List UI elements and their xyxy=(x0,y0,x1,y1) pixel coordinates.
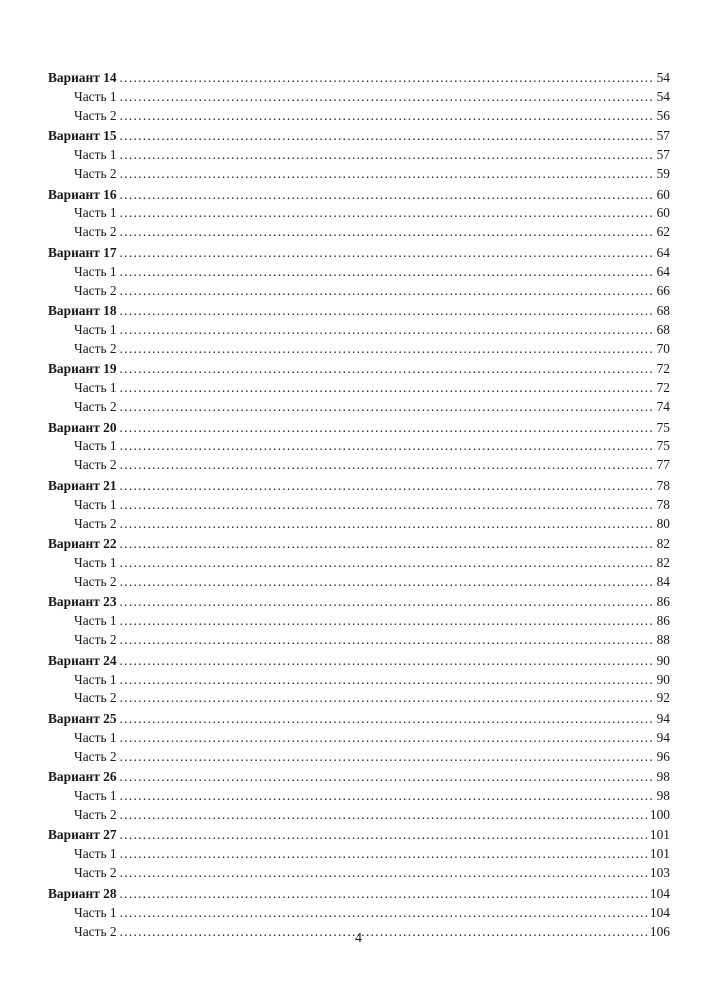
toc-entry-title: Часть 2 xyxy=(74,107,117,123)
toc-entry-title: Часть 2 xyxy=(74,166,117,182)
dot-leader xyxy=(120,127,654,146)
toc-entry-part[interactable] xyxy=(48,204,670,223)
toc-group xyxy=(48,535,670,592)
toc-entry-title: Вариант 24 xyxy=(48,652,117,668)
toc-entry-page: 80 xyxy=(656,515,670,531)
dot-leader xyxy=(120,88,654,107)
toc-entry-title: Часть 2 xyxy=(74,923,117,939)
toc-entry-title: Часть 1 xyxy=(74,729,117,745)
dot-leader xyxy=(120,204,654,223)
toc-entry-page: 82 xyxy=(656,536,670,552)
toc-entry-part[interactable] xyxy=(48,573,670,592)
toc-entry-title: Часть 1 xyxy=(74,438,117,454)
toc-entry-page: 62 xyxy=(656,224,670,240)
toc-group xyxy=(48,826,670,883)
dot-leader xyxy=(120,689,654,708)
dot-leader xyxy=(120,398,654,417)
toc-entry-variant[interactable] xyxy=(48,244,670,263)
toc-entry-page: 70 xyxy=(656,340,670,356)
toc-entry-title: Часть 1 xyxy=(74,555,117,571)
toc-entry-page: 64 xyxy=(656,263,670,279)
toc-entry-part[interactable] xyxy=(48,748,670,767)
toc-entry-page: 98 xyxy=(656,769,670,785)
toc-entry-page: 72 xyxy=(656,361,670,377)
toc-entry-part[interactable] xyxy=(48,379,670,398)
toc-entry-page: 72 xyxy=(656,380,670,396)
toc-entry-variant[interactable] xyxy=(48,885,670,904)
toc-entry-page: 90 xyxy=(656,671,670,687)
toc-entry-part[interactable] xyxy=(48,612,670,631)
toc-entry-part[interactable] xyxy=(48,165,670,184)
dot-leader xyxy=(120,419,654,438)
toc-entry-variant[interactable] xyxy=(48,419,670,438)
toc-entry-title: Часть 2 xyxy=(74,573,117,589)
toc-entry-title: Часть 1 xyxy=(74,205,117,221)
toc-entry-title: Часть 1 xyxy=(74,788,117,804)
toc-entry-title: Вариант 20 xyxy=(48,419,117,435)
toc-entry-part[interactable] xyxy=(48,631,670,650)
dot-leader xyxy=(120,186,654,205)
toc-entry-page: 92 xyxy=(656,690,670,706)
toc-entry-variant[interactable] xyxy=(48,768,670,787)
dot-leader xyxy=(120,826,647,845)
dot-leader xyxy=(120,631,654,650)
toc-entry-variant[interactable] xyxy=(48,710,670,729)
dot-leader xyxy=(120,904,647,923)
dot-leader xyxy=(120,864,647,883)
toc-entry-variant[interactable] xyxy=(48,477,670,496)
dot-leader xyxy=(120,282,654,301)
toc-entry-title: Часть 2 xyxy=(74,224,117,240)
table-of-contents xyxy=(48,69,670,941)
dot-leader xyxy=(120,554,654,573)
toc-entry-part[interactable] xyxy=(48,398,670,417)
toc-group xyxy=(48,652,670,709)
toc-entry-part[interactable] xyxy=(48,806,670,825)
toc-entry-part[interactable] xyxy=(48,223,670,242)
dot-leader xyxy=(120,302,654,321)
toc-entry-page: 101 xyxy=(649,827,670,843)
dot-leader xyxy=(120,535,654,554)
dot-leader xyxy=(120,787,654,806)
toc-entry-title: Вариант 25 xyxy=(48,710,117,726)
toc-group xyxy=(48,302,670,359)
dot-leader xyxy=(120,165,654,184)
toc-entry-title: Часть 1 xyxy=(74,496,117,512)
toc-group xyxy=(48,186,670,243)
toc-entry-page: 96 xyxy=(656,748,670,764)
toc-entry-page: 64 xyxy=(656,244,670,260)
dot-leader xyxy=(120,146,654,165)
toc-entry-part[interactable] xyxy=(48,554,670,573)
toc-entry-page: 74 xyxy=(656,399,670,415)
toc-entry-title: Вариант 19 xyxy=(48,361,117,377)
dot-leader xyxy=(120,671,654,690)
toc-entry-variant[interactable] xyxy=(48,360,670,379)
toc-entry-page: 54 xyxy=(656,88,670,104)
toc-entry-variant[interactable] xyxy=(48,127,670,146)
toc-entry-title: Часть 1 xyxy=(74,671,117,687)
toc-entry-part[interactable] xyxy=(48,282,670,301)
toc-entry-variant[interactable] xyxy=(48,652,670,671)
toc-entry-part[interactable] xyxy=(48,496,670,515)
dot-leader xyxy=(120,263,654,282)
toc-entry-title: Вариант 14 xyxy=(48,70,117,85)
dot-leader xyxy=(120,768,654,787)
toc-entry-part[interactable] xyxy=(48,437,670,456)
toc-entry-title: Вариант 23 xyxy=(48,594,117,610)
dot-leader xyxy=(120,593,654,612)
toc-entry-page: 100 xyxy=(649,806,670,822)
dot-leader xyxy=(120,885,647,904)
dot-leader xyxy=(120,223,654,242)
dot-leader xyxy=(120,515,654,534)
toc-entry-part[interactable] xyxy=(48,671,670,690)
dot-leader xyxy=(120,652,654,671)
toc-entry-page: 56 xyxy=(656,107,670,123)
toc-entry-page: 103 xyxy=(649,865,670,881)
toc-entry-title: Часть 2 xyxy=(74,690,117,706)
toc-group xyxy=(48,593,670,650)
toc-entry-page: 75 xyxy=(656,419,670,435)
toc-entry-part[interactable] xyxy=(48,340,670,359)
toc-entry-part[interactable] xyxy=(48,515,670,534)
dot-leader xyxy=(120,806,647,825)
toc-entry-part[interactable] xyxy=(48,263,670,282)
dot-leader xyxy=(120,729,654,748)
toc-entry-title: Часть 1 xyxy=(74,904,117,920)
toc-entry-page: 60 xyxy=(656,186,670,202)
toc-entry-title: Часть 2 xyxy=(74,632,117,648)
toc-entry-variant[interactable] xyxy=(48,593,670,612)
toc-group xyxy=(48,477,670,534)
toc-entry-title: Часть 2 xyxy=(74,457,117,473)
dot-leader xyxy=(120,496,654,515)
dot-leader xyxy=(120,573,654,592)
dot-leader xyxy=(120,748,654,767)
toc-entry-title: Часть 2 xyxy=(74,806,117,822)
toc-entry-page: 66 xyxy=(656,282,670,298)
dot-leader xyxy=(120,321,654,340)
toc-entry-part[interactable] xyxy=(48,689,670,708)
dot-leader xyxy=(120,456,654,475)
toc-entry-page: 106 xyxy=(649,923,670,939)
toc-entry-title: Вариант 15 xyxy=(48,128,117,144)
dot-leader xyxy=(120,244,654,263)
toc-entry-page: 78 xyxy=(656,496,670,512)
dot-leader xyxy=(120,477,654,496)
toc-entry-title: Часть 1 xyxy=(74,147,117,163)
dot-leader xyxy=(120,437,654,456)
toc-entry-page: 75 xyxy=(656,438,670,454)
toc-entry-title: Часть 1 xyxy=(74,88,117,104)
toc-entry-title: Вариант 22 xyxy=(48,536,117,552)
toc-entry-page: 98 xyxy=(656,788,670,804)
toc-entry-title: Вариант 18 xyxy=(48,303,117,319)
dot-leader xyxy=(120,612,654,631)
toc-group xyxy=(48,360,670,417)
toc-entry-title: Вариант 27 xyxy=(48,827,117,843)
toc-entry-part[interactable] xyxy=(48,146,670,165)
toc-entry-page: 54 xyxy=(656,70,670,85)
toc-entry-variant[interactable] xyxy=(48,302,670,321)
toc-group xyxy=(48,69,670,126)
toc-entry-part[interactable] xyxy=(48,88,670,107)
dot-leader xyxy=(120,107,654,126)
toc-entry-title: Часть 2 xyxy=(74,340,117,356)
toc-entry-page: 57 xyxy=(656,128,670,144)
dot-leader xyxy=(120,845,647,864)
toc-entry-page: 94 xyxy=(656,710,670,726)
toc-entry-title: Часть 1 xyxy=(74,263,117,279)
toc-entry-page: 88 xyxy=(656,632,670,648)
toc-entry-title: Вариант 21 xyxy=(48,477,117,493)
toc-entry-page: 104 xyxy=(649,885,670,901)
toc-entry-page: 86 xyxy=(656,594,670,610)
toc-entry-title: Вариант 28 xyxy=(48,885,117,901)
toc-entry-title: Часть 1 xyxy=(74,321,117,337)
dot-leader xyxy=(120,69,654,88)
toc-entry-part[interactable] xyxy=(48,787,670,806)
toc-entry-part[interactable] xyxy=(48,845,670,864)
toc-entry-variant[interactable] xyxy=(48,826,670,845)
toc-entry-part[interactable] xyxy=(48,107,670,126)
toc-entry-page: 59 xyxy=(656,166,670,182)
toc-entry-variant[interactable] xyxy=(48,535,670,554)
toc-entry-title: Вариант 16 xyxy=(48,186,117,202)
toc-entry-title: Вариант 17 xyxy=(48,244,117,260)
toc-entry-page: 94 xyxy=(656,729,670,745)
toc-entry-part[interactable] xyxy=(48,321,670,340)
dot-leader xyxy=(120,710,654,729)
toc-entry-page: 77 xyxy=(656,457,670,473)
toc-group xyxy=(48,419,670,476)
dot-leader xyxy=(120,340,654,359)
toc-entry-title: Часть 1 xyxy=(74,613,117,629)
toc-entry-part[interactable] xyxy=(48,864,670,883)
toc-entry-page: 68 xyxy=(656,303,670,319)
toc-entry-title: Часть 2 xyxy=(74,282,117,298)
toc-group xyxy=(48,768,670,825)
toc-group xyxy=(48,127,670,184)
toc-entry-title: Часть 1 xyxy=(74,846,117,862)
toc-entry-title: Часть 2 xyxy=(74,515,117,531)
page-number: 4 xyxy=(355,931,362,946)
toc-entry-title: Вариант 26 xyxy=(48,769,117,785)
toc-entry-title: Часть 1 xyxy=(74,380,117,396)
toc-entry-page: 86 xyxy=(656,613,670,629)
toc-group xyxy=(48,710,670,767)
toc-entry-page: 82 xyxy=(656,555,670,571)
toc-entry-page: 84 xyxy=(656,573,670,589)
toc-entry-page: 78 xyxy=(656,477,670,493)
toc-entry-part[interactable] xyxy=(48,904,670,923)
toc-entry-page: 68 xyxy=(656,321,670,337)
toc-entry-variant[interactable] xyxy=(48,186,670,205)
toc-entry-title: Часть 2 xyxy=(74,865,117,881)
toc-entry-page: 101 xyxy=(649,846,670,862)
toc-entry-title: Часть 2 xyxy=(74,748,117,764)
dot-leader xyxy=(120,360,654,379)
toc-entry-page: 104 xyxy=(649,904,670,920)
toc-group xyxy=(48,244,670,301)
toc-entry-part[interactable] xyxy=(48,456,670,475)
dot-leader xyxy=(120,379,654,398)
toc-entry-title: Часть 2 xyxy=(74,399,117,415)
toc-entry-part[interactable] xyxy=(48,729,670,748)
toc-entry-page: 60 xyxy=(656,205,670,221)
toc-entry-page: 90 xyxy=(656,652,670,668)
toc-entry-variant[interactable] xyxy=(48,69,670,88)
toc-entry-page: 57 xyxy=(656,147,670,163)
